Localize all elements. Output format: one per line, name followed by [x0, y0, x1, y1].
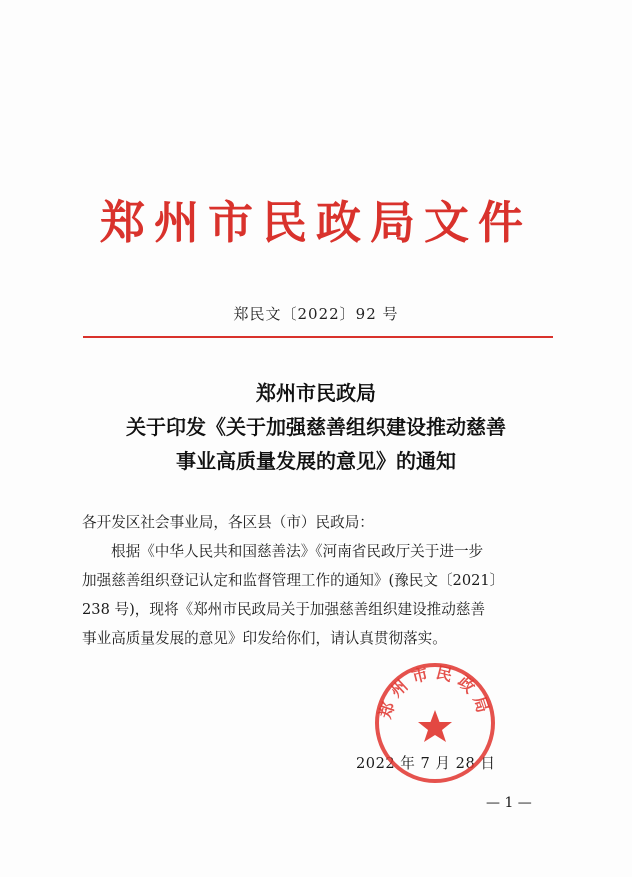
paragraph-line-1: 根据《中华人民共和国慈善法》《河南省民政厅关于进一步: [111, 543, 484, 560]
seal-text: 郑州市民政局: [375, 662, 495, 721]
page-number: — 1 —: [486, 795, 532, 811]
document-body: [82, 508, 562, 653]
paragraph-line-4: 事业高质量发展的意见》印发给你们，请认真贯彻落实。: [82, 630, 447, 647]
paragraph-line-2: 加强慈善组织登记认定和监督管理工作的通知》(豫民文〔2021〕: [82, 572, 505, 589]
seal-star-icon: [418, 710, 452, 742]
red-divider-line: [83, 336, 553, 338]
title-line-1: 郑州市民政局: [256, 381, 376, 405]
title-line-2: 关于印发《关于加强慈善组织建设推动慈善: [126, 415, 506, 439]
issue-date: 2022 年 7 月 28 日: [356, 755, 496, 772]
paragraph-line-3: 238 号)，现将《郑州市民政局关于加强慈善组织建设推动慈善: [82, 601, 486, 618]
official-seal-icon: [372, 660, 498, 786]
title-line-3: 事业高质量发展的意见》的通知: [176, 449, 456, 473]
document-title: [0, 376, 632, 478]
document-masthead: 郑州市民政局文件: [99, 196, 532, 249]
document-number: 郑民文〔2022〕92 号: [233, 305, 399, 323]
salutation: 各开发区社会事业局，各区县（市）民政局：: [82, 514, 374, 531]
